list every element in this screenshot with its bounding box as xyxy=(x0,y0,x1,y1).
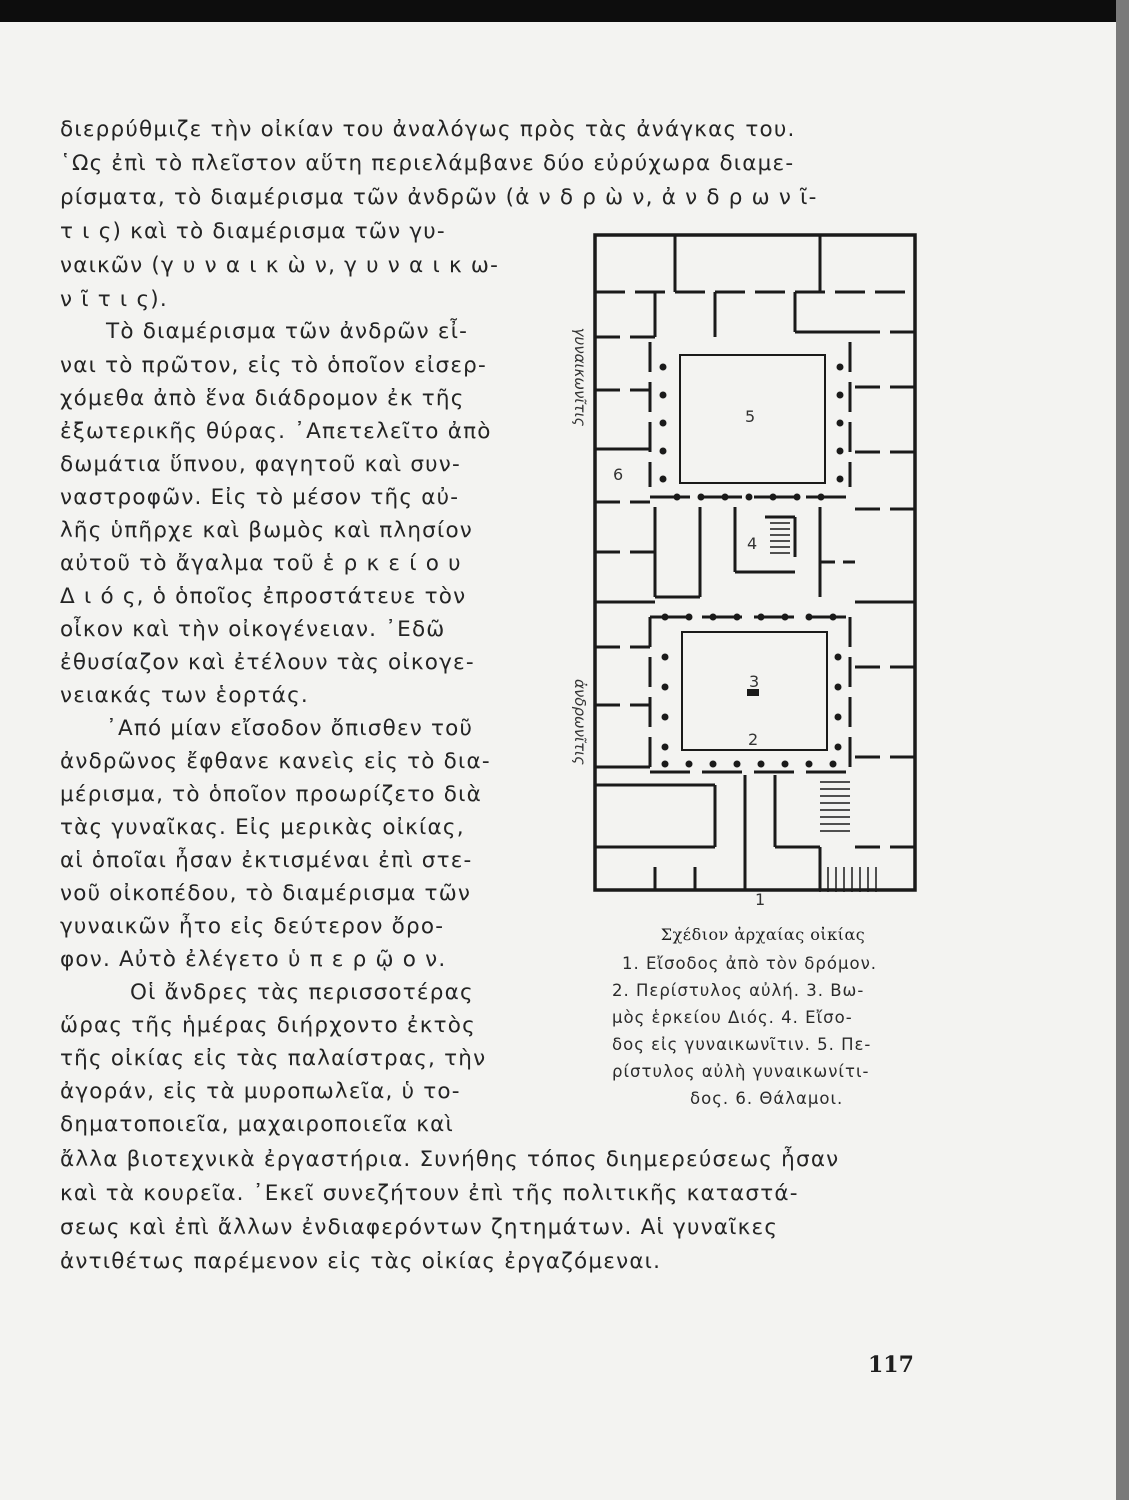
text-line: μέρισμα, τὸ ὁποῖον προωρίζετο διὰ xyxy=(60,782,482,807)
text-line: Δ ι ό ς, ὁ ὁποῖος ἐπροστάτευε τὸν xyxy=(60,584,467,609)
text-line: γυναικῶν ἦτο εἰς δεύτερον ὄρο- xyxy=(60,914,445,939)
plan-label-3: 3 xyxy=(749,672,760,691)
text-line: Οἱ ἄνδρες τὰς περισσοτέρας xyxy=(130,980,474,1005)
text-line: ἄλλα βιοτεχνικὰ ἐργαστήρια. Συνήθης τόπος διημερεύσεως ἦσαν xyxy=(60,1147,840,1172)
text-line: διερρύθμιζε τὴν οἰκίαν του ἀναλόγως πρὸς τὰς ἀνάγκας του. xyxy=(60,117,796,142)
plan-label-1: 1 xyxy=(755,890,766,909)
text-line: σεως καὶ ἐπὶ ἄλλων ἐνδιαφερόντων ζητημάτων. Αἱ γυναῖκες xyxy=(60,1215,779,1240)
plan-label-2: 2 xyxy=(748,730,759,749)
text-line: χόμεθα ἀπὸ ἕνα διάδρομον ἐκ τῆς xyxy=(60,386,465,411)
text-line: ἐξωτερικῆς θύρας. ᾿Απετελεῖτο ἀπὸ xyxy=(60,419,492,444)
scanner-top-border xyxy=(0,0,1129,22)
text-line: καὶ τὰ κουρεῖα. ᾿Εκεῖ συνεζήτουν ἐπὶ τῆς πολιτικῆς καταστά- xyxy=(60,1181,799,1206)
text-line: ἀγοράν, εἰς τὰ μυροπωλεῖα, ὑ το- xyxy=(60,1079,461,1104)
text-line: νειακάς των ἑορτάς. xyxy=(60,683,309,708)
scanner-right-border xyxy=(1116,0,1129,1500)
text-line: λῆς ὑπῆρχε καὶ βωμὸς καὶ πλησίον xyxy=(60,518,474,543)
side-label-andronitis: ἀνδρωνῖτις xyxy=(571,679,589,765)
side-label-gynaikonitis: γυναικωνῖτις xyxy=(571,327,589,427)
text-line: ν ῖ τ ι ς). xyxy=(60,287,168,312)
text-line: αὐτοῦ τὸ ἄγαλμα τοῦ ἑ ρ κ ε ί ο υ xyxy=(60,551,462,576)
text-line: αἱ ὁποῖαι ἦσαν ἐκτισμέναι ἐπὶ στε- xyxy=(60,848,473,873)
plan-label-6: 6 xyxy=(613,465,624,484)
text-line: νοῦ οἰκοπέδου, τὸ διαμέρισμα τῶν xyxy=(60,881,472,906)
figure-title: Σχέδιον ἀρχαίας οἰκίας xyxy=(660,925,866,944)
text-line: ἀνδρῶνος ἔφθανε κανεὶς εἰς τὸ δια- xyxy=(60,749,491,774)
text-line: ἐθυσίαζον καὶ ἐτέλουν τὰς οἰκογε- xyxy=(60,650,475,675)
caption-line: δος. 6. Θάλαμοι. xyxy=(690,1089,844,1108)
text-line: τῆς οἰκίας εἰς τὰς παλαίστρας, τὴν xyxy=(60,1046,487,1071)
text-line: οἶκον καὶ τὴν οἰκογένειαν. ᾿Εδῶ xyxy=(60,617,446,642)
text-line: τ ι ς) καὶ τὸ διαμέρισμα τῶν γυ- xyxy=(60,219,446,244)
page-number: 117 xyxy=(868,1352,914,1378)
text-line: ναστροφῶν. Εἰς τὸ μέσον τῆς αὐ- xyxy=(60,485,460,510)
text-line: φον. Αὐτὸ ἐλέγετο ὑ π ε ρ ῷ ο ν. xyxy=(60,947,447,972)
book-page xyxy=(0,22,1116,1500)
text-line: ναι τὸ πρῶτον, εἰς τὸ ὁποῖον εἰσερ- xyxy=(60,353,487,378)
text-line: ναικῶν (γ υ ν α ι κ ὼ ν, γ υ ν α ι κ ω- xyxy=(60,253,500,278)
plan-label-4: 4 xyxy=(747,534,758,553)
text-line: ὥρας τῆς ἡμέρας διήρχοντο ἐκτὸς xyxy=(60,1013,476,1038)
text-line: ρίσματα, τὸ διαμέρισμα τῶν ἀνδρῶν (ἀ ν δ ρ ὼ ν, ἀ ν δ ρ ω ν ῖ- xyxy=(60,185,818,210)
floor-plan-figure xyxy=(555,227,925,917)
caption-line: 2. Περίστυλος αὐλή. 3. Βω- xyxy=(612,981,865,1000)
text-line: ᾿Από μίαν εἴσοδον ὄπισθεν τοῦ xyxy=(106,716,474,741)
text-line: δηματοποιεῖα, μαχαιροποιεῖα καὶ xyxy=(60,1112,454,1137)
caption-line: ρίστυλος αὐλὴ γυναικωνίτι- xyxy=(612,1062,870,1081)
caption-line: δος εἰς γυναικωνῖτιν. 5. Πε- xyxy=(612,1035,872,1054)
caption-line: μὸς ἑρκείου Διός. 4. Εἴσο- xyxy=(612,1008,853,1027)
text-line: δωμάτια ὕπνου, φαγητοῦ καὶ συν- xyxy=(60,452,461,477)
text-line: Τὸ διαμέρισμα τῶν ἀνδρῶν εἶ- xyxy=(106,319,469,344)
text-line: ῾Ως ἐπὶ τὸ πλεῖστον αὕτη περιελάμβανε δύο εὐρύχωρα διαμε- xyxy=(60,151,795,176)
caption-line: 1. Εἴσοδος ἀπὸ τὸν δρόμον. xyxy=(622,954,878,973)
plan-label-5: 5 xyxy=(745,407,756,426)
text-line: τὰς γυναῖκας. Εἰς μερικὰς οἰκίας, xyxy=(60,815,465,840)
text-line: ἀντιθέτως παρέμενον εἰς τὰς οἰκίας ἐργαζόμεναι. xyxy=(60,1249,662,1274)
